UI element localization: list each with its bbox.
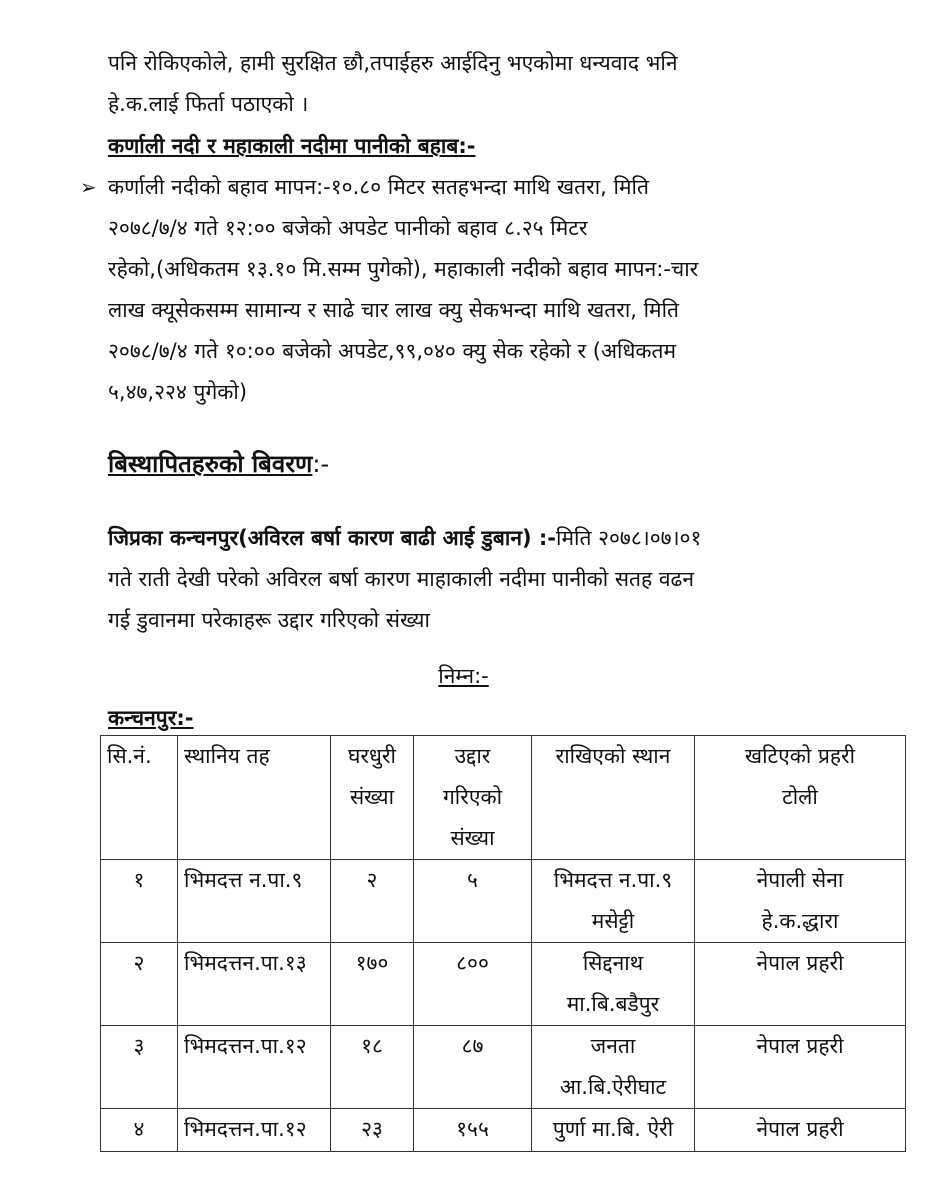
cell-sn: ३ (101, 1026, 178, 1109)
displaced-paragraph-date: मिति २०७८।०७।०१ (556, 526, 702, 550)
rescue-table (100, 735, 906, 1152)
cell-place-line: पुर्णा मा.बि. ऐरी (552, 1117, 674, 1141)
header-place: राखिएको स्थान (532, 736, 695, 860)
cell-households: १७० (331, 943, 414, 1026)
displaced-paragraph-line-1 (108, 518, 868, 559)
cell-place (532, 860, 695, 943)
displaced-paragraph-bold: जिप्रका कन्चनपुर(अविरल बर्षा कारण बाढी आई डुबान) :- (108, 526, 557, 550)
cell-team-line: नेपाली सेना (756, 868, 844, 892)
cell-sn: ४ (101, 1109, 178, 1152)
river-bullet-text (108, 167, 868, 413)
cell-place (532, 943, 695, 1026)
cell-place-line: आ.बि.ऐरीघाट (559, 1075, 667, 1099)
displaced-paragraph-line-2: गते राती देखी परेको अविरल बर्षा कारण माहाकाली नदीमा पानीको सतह वढन (108, 567, 694, 591)
header-team (695, 736, 906, 860)
cell-place (532, 1109, 695, 1152)
cell-households: २३ (331, 1109, 414, 1152)
header-local-level: स्थानिय तह (178, 736, 331, 860)
table-row (101, 1109, 906, 1152)
arrow-bullet-icon: ➢ (80, 175, 97, 199)
cell-place-line: जनता (590, 1034, 636, 1058)
displaced-heading-text: बिस्थापितहरुको बिवरण (108, 450, 313, 478)
below-heading: निम्न:- (438, 664, 489, 688)
displaced-section-heading (108, 448, 329, 480)
cell-team-line: हे.क.द्धारा (761, 909, 839, 933)
header-sn: सि.नं. (101, 736, 178, 860)
intro-line-2: हे.क.लाई फिर्ता पठाएको । (108, 92, 309, 116)
header-rescued-line: उद्दार (454, 744, 491, 768)
river-bullet-line: २०७८/७/४ गते १२:०० बजेको अपडेट पानीको बहाव ८.२५ मिटर (108, 216, 588, 240)
cell-team-line: नेपाल प्रहरी (756, 1117, 844, 1141)
cell-rescued: १५५ (414, 1109, 532, 1152)
cell-local-level: भिमदत्तन.पा.१२ (178, 1109, 331, 1152)
cell-team (695, 943, 906, 1026)
header-team-line: टोली (782, 785, 818, 809)
cell-local-level: भिमदत्तन.पा.१२ (178, 1026, 331, 1109)
district-heading: कन्चनपुर:- (108, 706, 194, 730)
cell-team (695, 1109, 906, 1152)
table-row (101, 1026, 906, 1109)
river-bullet-line: ५,४७,२२४ पुगेको) (108, 380, 248, 404)
cell-team (695, 860, 906, 943)
river-bullet-line: कर्णाली नदीको बहाव मापन:-१०.८० मिटर सतहभन्दा माथि खतरा, मिति (108, 175, 649, 199)
cell-place-line: मसेट्टी (591, 909, 635, 933)
cell-households: २ (331, 860, 414, 943)
cell-households: १८ (331, 1026, 414, 1109)
cell-sn: २ (101, 943, 178, 1026)
displaced-paragraph (108, 518, 868, 641)
cell-local-level: भिमदत्तन.पा.१३ (178, 943, 331, 1026)
table-header-row (101, 736, 906, 860)
table-row (101, 943, 906, 1026)
table-row (101, 860, 906, 943)
displaced-heading-suffix: :- (312, 450, 330, 478)
cell-rescued: ८०० (414, 943, 532, 1026)
header-households-line: घरधुरी (348, 744, 396, 768)
header-households-line: संख्या (349, 785, 395, 809)
header-rescued-line: संख्या (450, 826, 495, 850)
cell-rescued: ५ (414, 860, 532, 943)
header-rescued-line: गरिएको (442, 785, 503, 809)
intro-paragraph (108, 43, 868, 125)
cell-team-line: नेपाल प्रहरी (756, 951, 844, 975)
header-team-line: खटिएको प्रहरी (744, 744, 856, 768)
intro-line-1: पनि रोकिएकोले, हामी सुरक्षित छौ,तपाईहरु आईदिनु भएकोमा धन्यवाद भनि (108, 51, 678, 75)
cell-rescued: ८७ (414, 1026, 532, 1109)
displaced-paragraph-line-3: गई डुवानमा परेकाहरू उद्दार गरिएको संख्या (108, 608, 430, 632)
cell-place-line: मा.बि.बडैपुर (566, 992, 660, 1016)
cell-team (695, 1026, 906, 1109)
cell-team-line: नेपाल प्रहरी (756, 1034, 844, 1058)
river-bullet-line: रहेको,(अधिकतम १३.१० मि.सम्म पुगेको), महाकाली नदीको बहाव मापन:-चार (108, 257, 699, 281)
header-households (331, 736, 414, 860)
river-section-heading: कर्णाली नदी र महाकाली नदीमा पानीको बहाब:- (108, 134, 476, 158)
cell-place-line: भिमदत्त न.पा.९ (553, 868, 673, 892)
river-bullet-line: लाख क्यूसेकसम्म सामान्य र साढे चार लाख क्यु सेकभन्दा माथि खतरा, मिति (108, 298, 680, 322)
cell-sn: १ (101, 860, 178, 943)
river-bullet-line: २०७८/७/४ गते १०:०० बजेको अपडेट,९९,०४० क्यु सेक रहेको र (अधिकतम (108, 339, 677, 363)
cell-local-level: भिमदत्त न.पा.९ (178, 860, 331, 943)
cell-place-line: सिद्दनाथ (582, 951, 644, 975)
header-rescued (414, 736, 532, 860)
cell-place (532, 1026, 695, 1109)
